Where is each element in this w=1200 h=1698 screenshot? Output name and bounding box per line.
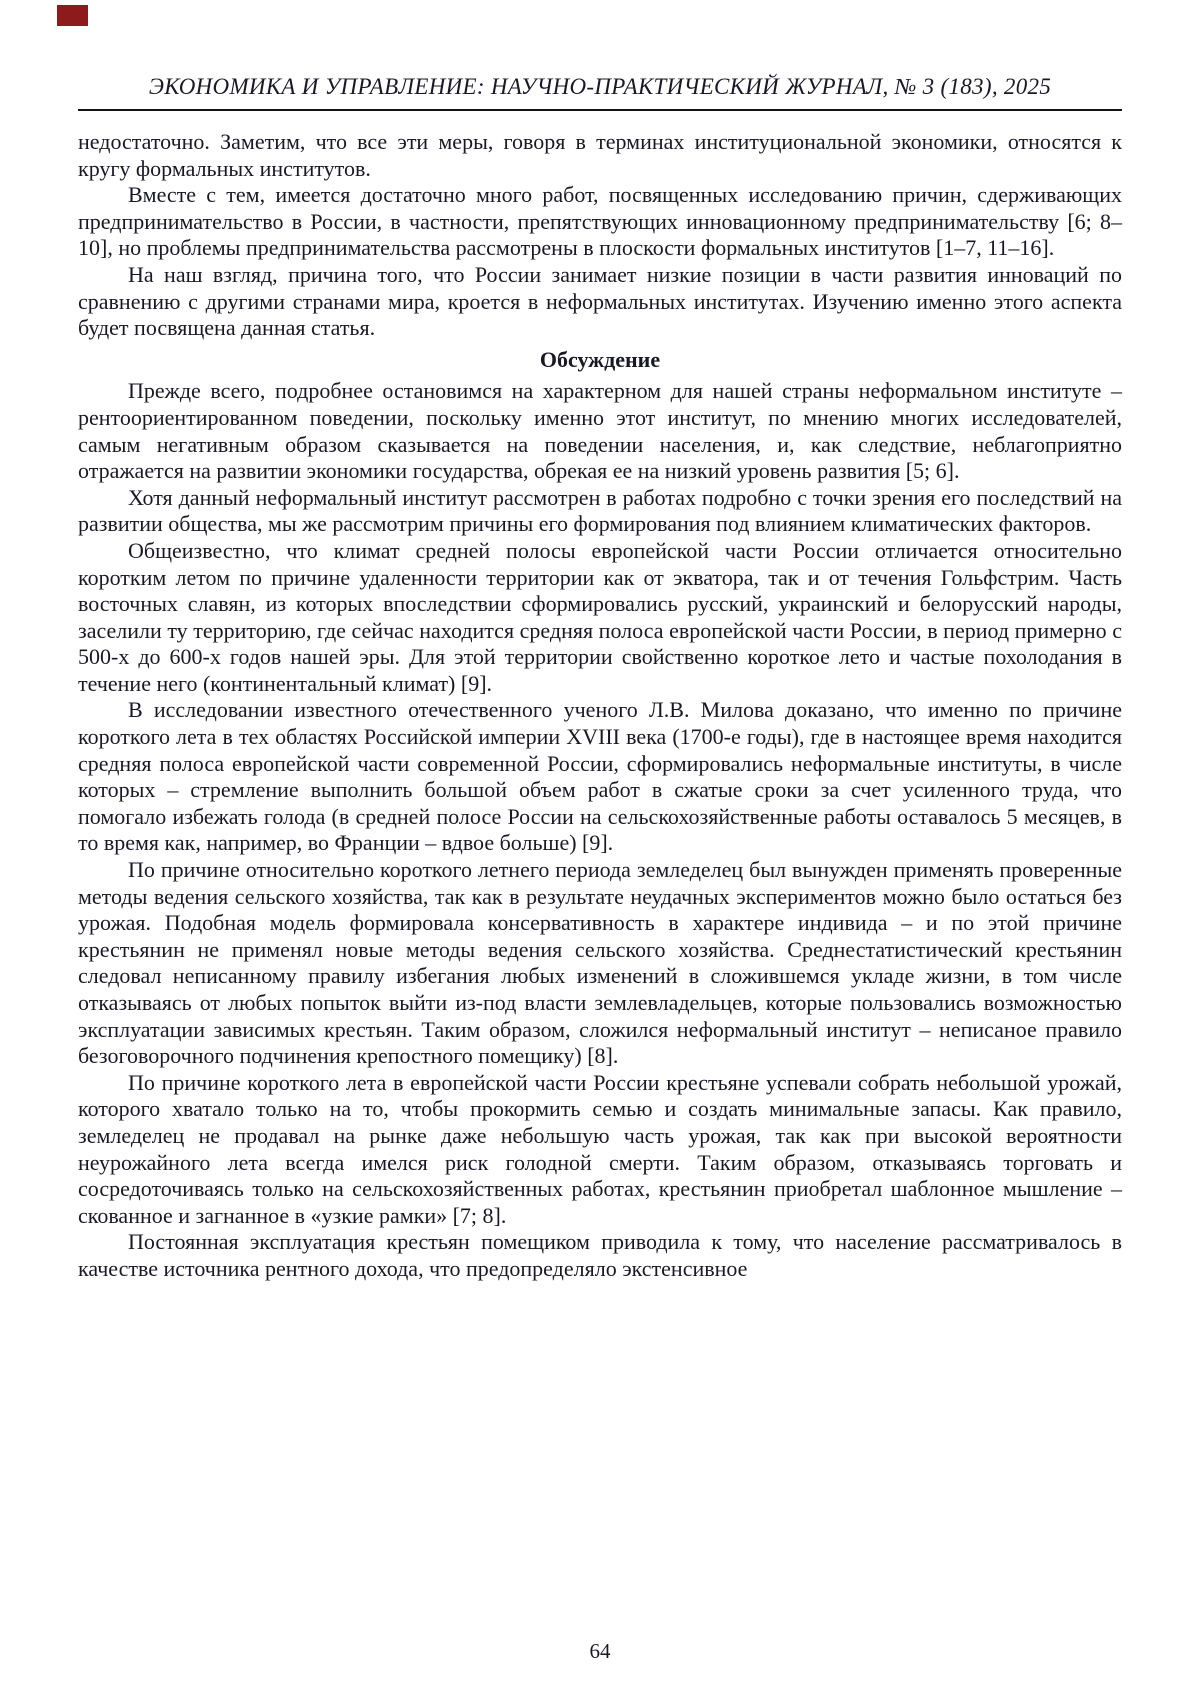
paragraph: По причине короткого лета в европейской части России крестьяне успевали собрать небольшой урожай, которого хватало только на то, чтобы прокормить семью и создать минимальные запасы. Как правило, земледелец не продавал на рынке даже небольшую часть урожая, так как при высокой вероятности неурожайного лета всегда имелся риск голодной смерти. Таким образом, отказываясь торговать и сосредоточиваясь только на сельскохозяйственных работах, крестьянин приобретал шаблонное мышление – скованное и загнанное в «узкие рамки» [7; 8].	[78, 1069, 1122, 1228]
page-number: 64	[589, 1639, 611, 1663]
running-header	[78, 74, 1122, 111]
article-body	[78, 129, 1122, 1283]
paragraph: Общеизвестно, что климат средней полосы европейской части России отличается относительно коротким летом по причине удаленности территории как от экватора, так и от течения Гольфстрим. Часть восточных славян, из которых впоследствии сформировались русский, украинский и белорусский народы, заселили ту территорию, где сейчас находится средняя полоса европейской части России, в период примерно с 500-х до 600-х годов нашей эры. Для этой территории свойственно короткое лето и частые похолодания в течение него (континентальный климат) [9].	[78, 537, 1122, 696]
paragraph: Постоянная эксплуатация крестьян помещиком приводила к тому, что население рассматривалось в качестве источника рентного дохода, что предопределяло экстенсивное	[78, 1229, 1122, 1281]
journal-title: ЭКОНОМИКА И УПРАВЛЕНИЕ: НАУЧНО-ПРАКТИЧЕСКИЙ ЖУРНАЛ, № 3 (183), 2025	[148, 74, 1052, 99]
paragraph-continuation: недостаточно. Заметим, что все эти меры, говоря в терминах институциональной экономики, относятся к кругу формальных институтов.	[78, 129, 1122, 181]
red-corner-mark	[57, 5, 88, 26]
paragraph: В исследовании известного отечественного ученого Л.В. Милова доказано, что именно по причине короткого лета в тех областях Российской империи XVIII века (1700-е годы), где в настоящее время находится средняя полоса европейской части современной России, сформировались неформальные институты, в числе которых – стремление выполнить большой объем работ в сжатые сроки за счет усиленного труда, что помогало избежать голода (в средней полосе России на сельскохозяйственные работы оставалось 5 месяцев, в то время как, например, во Франции – вдвое больше) [9].	[78, 697, 1122, 856]
paragraph: Прежде всего, подробнее остановимся на характерном для нашей страны неформальном институте – рентоориентированном поведении, поскольку именно этот институт, по мнению многих исследователей, самым негативным образом сказывается на поведении населения, и, как следствие, неблагоприятно отражается на развитии экономики государства, обрекая ее на низкий уровень развития [5; 6].	[78, 378, 1122, 484]
paragraph: Хотя данный неформальный институт рассмотрен в работах подробно с точки зрения его последствий на развитии общества, мы же рассмотрим причины его формирования под влиянием климатических факторов.	[78, 484, 1122, 537]
paragraph: На наш взгляд, причина того, что России занимает низкие позиции в части развития инноваций по сравнению с другими странами мира, кроется в неформальных институтах. Изучению именно этого аспекта будет посвящена данная статья.	[78, 261, 1122, 341]
paragraph: По причине относительно короткого летнего периода земледелец был вынужден применять проверенные методы ведения сельского хозяйства, так как в результате неудачных экспериментов можно было остаться без урожая. Подобная модель формировала консервативность в характере индивида – и по этой причине крестьянин не применял новые методы ведения сельского хозяйства. Среднестатистический крестьянин следовал неписанному правилу избегания любых изменений в сложившемся укладе жизни, в том числе отказываясь от любых попыток выйти из-под власти землевладельцев, которые пользовались возможностью эксплуатации зависимых крестьян. Таким образом, сложился неформальный институт – неписаное правило безоговорочного подчинения крепостного помещику) [8].	[78, 857, 1122, 1069]
section-heading: Обсуждение	[539, 346, 661, 372]
paragraph: Вместе с тем, имеется достаточно много работ, посвященных исследованию причин, сдерживающих предпринимательство в России, в частности, препятствующих инновационному предпринимательству [6; 8–10], но проблемы предпринимательства рассмотрены в плоскости формальных институтов [1–7, 11–16].	[78, 182, 1122, 261]
